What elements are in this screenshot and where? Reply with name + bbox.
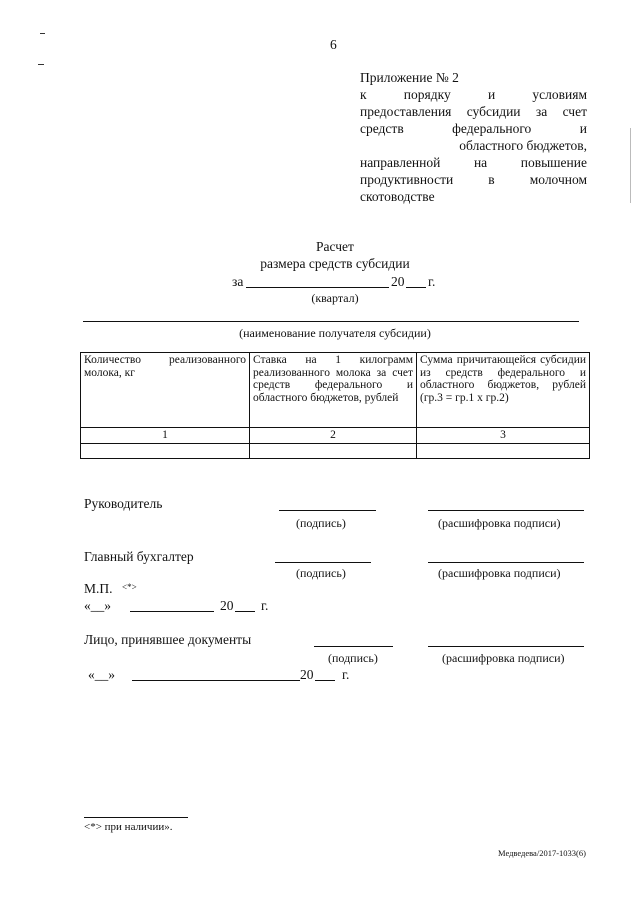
date-year: 20 bbox=[220, 598, 234, 613]
accepted-label: Лицо, принявшее документы bbox=[84, 632, 252, 647]
calc-subtitle: размера средств субсидии bbox=[260, 256, 410, 271]
accepted-signature-line bbox=[314, 646, 393, 647]
date-open: «__» bbox=[88, 667, 115, 682]
head-label: Руководитель bbox=[84, 496, 163, 511]
appendix-line: областного бюджетов, bbox=[459, 138, 587, 153]
accountant-decoding-line bbox=[428, 562, 584, 563]
table-number-cell: 3 bbox=[417, 428, 590, 444]
signature-caption: (подпись) bbox=[328, 651, 378, 665]
calc-table bbox=[80, 352, 590, 459]
period-line bbox=[246, 287, 389, 288]
table-number-row bbox=[81, 428, 590, 444]
table-cell bbox=[417, 443, 590, 458]
footnote-separator bbox=[84, 817, 188, 818]
chief-accountant-label: Главный бухгалтер bbox=[84, 549, 194, 564]
scan-mark bbox=[40, 33, 45, 34]
table-header-row bbox=[81, 353, 590, 428]
decoding-caption: (расшифровка подписи) bbox=[438, 516, 561, 530]
signature-caption: (подпись) bbox=[296, 516, 346, 530]
period-year-line bbox=[406, 287, 426, 288]
date-month-line bbox=[130, 611, 214, 612]
appendix-block bbox=[360, 69, 587, 205]
decoding-caption: (расшифровка подписи) bbox=[438, 566, 561, 580]
table-cell bbox=[81, 443, 250, 458]
appendix-line: скотоводстве bbox=[360, 189, 435, 204]
footnote-text: <*> при наличии». bbox=[84, 821, 173, 833]
appendix-line: средств федерального и bbox=[360, 121, 587, 136]
date-suffix: г. bbox=[342, 667, 350, 682]
table-number-cell: 2 bbox=[250, 428, 417, 444]
period-caption: (квартал) bbox=[311, 291, 359, 305]
table-cell bbox=[250, 443, 417, 458]
stamp-label: М.П. bbox=[84, 581, 113, 596]
stamp-footnote-mark: <*> bbox=[122, 582, 137, 592]
decoding-caption: (расшифровка подписи) bbox=[442, 651, 565, 665]
accountant-signature-line bbox=[275, 562, 371, 563]
document-code: Медведева/2017-1033(6) bbox=[498, 848, 586, 858]
period-suffix: г. bbox=[428, 274, 436, 289]
accepted-decoding-line bbox=[428, 646, 584, 647]
head-signature-line bbox=[279, 510, 376, 511]
table-header-cell: Ставка на 1 килограмм реализованного молока за счет средств федерального и областного бюджетов, рублей bbox=[250, 353, 417, 428]
period-prefix: за bbox=[232, 274, 244, 289]
table-number-cell: 1 bbox=[81, 428, 250, 444]
table-row bbox=[81, 443, 590, 458]
recipient-line bbox=[83, 321, 579, 322]
date-year: 20 bbox=[300, 667, 314, 682]
date-suffix: г. bbox=[261, 598, 269, 613]
date-year-line bbox=[235, 611, 255, 612]
page-number: 6 bbox=[330, 37, 337, 52]
appendix-line: к порядку и условиям bbox=[360, 87, 587, 102]
appendix-line: предоставления субсидии за счет bbox=[360, 104, 587, 119]
period-year: 20 bbox=[391, 274, 405, 289]
signature-caption: (подпись) bbox=[296, 566, 346, 580]
table-header-cell: Сумма причитающейся субсидии из средств федерального и областного бюджетов, рублей (гр.3 = гр.1 х гр.2) bbox=[417, 353, 590, 428]
appendix-title: Приложение № 2 bbox=[360, 70, 459, 85]
date-open: «__» bbox=[84, 598, 111, 613]
calc-title: Расчет bbox=[316, 239, 354, 254]
date-month-line bbox=[132, 680, 300, 681]
date-year-line bbox=[315, 680, 335, 681]
recipient-caption: (наименование получателя субсидии) bbox=[239, 326, 431, 340]
scan-mark bbox=[630, 128, 631, 203]
head-decoding-line bbox=[428, 510, 584, 511]
table-header-cell: Количество реализованного молока, кг bbox=[81, 353, 250, 428]
appendix-line: направленной на повышение bbox=[360, 155, 587, 170]
appendix-line: продуктивности в молочном bbox=[360, 172, 587, 187]
scan-mark bbox=[38, 64, 44, 65]
